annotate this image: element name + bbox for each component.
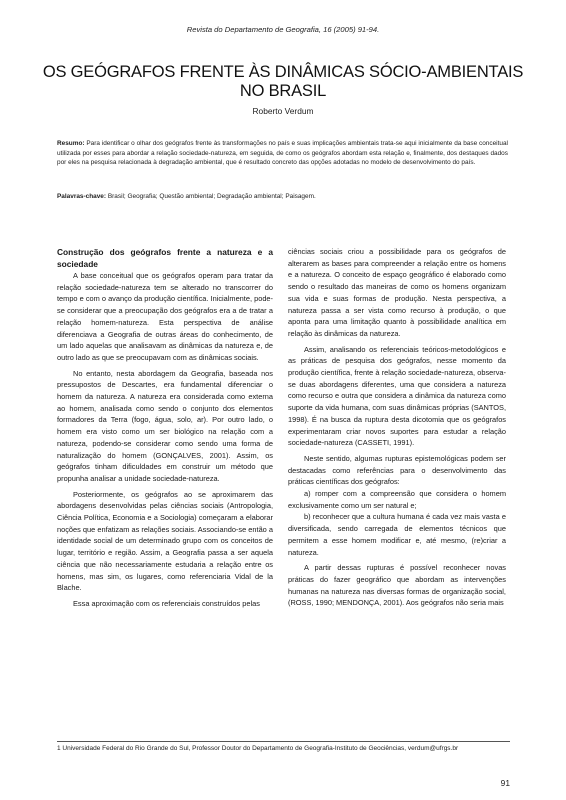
footnote-divider — [57, 741, 510, 742]
keywords — [57, 192, 508, 201]
paragraph: A partir dessas rupturas é possível reconhecer novas práticas do fazer geográfico que abordam as intervenções humanas na natureza nas diversas formas de organização social, (ROSS, 1990; MENDONÇA, 2001). Aos geógrafos não seria mais — [288, 563, 506, 608]
journal-header: Revista do Departamento de Geografia, 16 (2005) 91-94. — [186, 25, 380, 34]
paragraph: Assim, analisando os referenciais teóricos-metodológicos e as práticas de pesquisa dos geógrafos, nesse momento da produção científica, frente à relação sociedade-natureza, observa-se duas abordagens diferentes, uma que considera a natureza como recurso e outra que considera a dinâmica da natureza como suporte da vida humana, com suas dinâmicas próprias (SANTOS, 1998). É na busca da ruptura desta dicotomia que os geógrafos experimentaram criar novos suportes para estudar a relação sociedade-natureza (CASSETI, 1991). — [288, 344, 506, 448]
footnote: 1 Universidade Federal do Rio Grande do Sul, Professor Doutor do Departamento de Geografia-Instituto de Geociências, verdum@ufrgs.br — [57, 745, 459, 752]
abstract-text: Para identificar o olhar dos geógrafos frente às transformações no país e suas implicações ambientais trata-se aqui inicialmente da base conceitual utilizada por esses para abordar a relação sociedade-natureza, em seguida, de como os geógrafos abordam esta relação e, finalmente, dos destaques dados por eles na pesquisa relacionada à degradação ambiental, que é resultado concreto das opções adotadas no modelo de desenvolvimento do país. — [57, 140, 508, 167]
paragraph: No entanto, nesta abordagem da Geografia, baseada nos pressupostos de Descartes, era fundamental diferenciar o homem da natureza. A natureza era considerada como externa ao homem, analisada como sendo o conjunto dos elementos formadores da Terra (fogo, água, solo, ar). Por outro lado, o homem era visto como um ser biológico na relação com a natureza, podendo-se considerar como sendo uma forma de naturalização do homem (GONÇALVES, 2001). Assim, os geógrafos tinham dificuldades em construir um método que propunha analisar a unidade sociedade-natureza. — [57, 368, 273, 483]
paragraph: Neste sentido, algumas rupturas epistemológicas podem ser destacadas como referências para o desenvolvimento das práticas científicas dos geógrafos: — [288, 453, 506, 487]
right-column — [288, 246, 506, 609]
keywords-text: Brasil; Geografia; Questão ambiental; Degradação ambiental; Paisagem. — [107, 193, 316, 200]
keywords-label: Palavras-chave: — [57, 193, 107, 200]
list-item: b) reconhecer que a cultura humana é cada vez mais vasta e diversificada, sendo carregada de elementos técnicos que permitem a esse homem modificar e, até mesmo, (re)criar a natureza. — [288, 512, 506, 557]
paragraph: Posteriormente, os geógrafos ao se aproximarem das abordagens desenvolvidas pelas ciências sociais (Antropologia, Ciência Política, Economia e a Sociologia) começaram a elaborar noções que enfatizam as relações sociais. Associando-se então a identidade social de um determinado grupo com os conceitos de lugar, território e região. Assim, a Geografia passa a ser aquela ciência que não necessariamente estudaria a relação entre os homens, mas sim, os lugares, como referenciaria Vidal de la Blache. — [57, 489, 273, 593]
paragraph: A base conceitual que os geógrafos operam para tratar da relação sociedade-natureza tem se alterado no transcorrer do tempo e com o avanço da produção científica. Inicialmente, pode-se considerar que a preocupação dos geógrafos era a de tratar a relação homem-natureza. Esta perspectiva de análise diferenciava a Geografia de outras áreas do conhecimento, de um lado aquelas que analisavam as dinâmicas da natureza e, de outro lado as que se preocupavam com as dinâmicas sociais. — [57, 271, 273, 362]
paragraph: Essa aproximação com os referenciais construídos pelas — [73, 598, 260, 608]
abstract — [57, 139, 508, 168]
page-number: 91 — [500, 778, 510, 788]
article-title: OS GEÓGRAFOS FRENTE ÀS DINÂMICAS SÓCIO-AMBIENTAIS NO BRASIL — [42, 63, 524, 100]
section-title: Construção dos geógrafos frente a natureza e a sociedade — [57, 247, 273, 269]
paragraph: ciências sociais criou a possibilidade para os geógrafos de alterarem as bases para compreender a relação entre os homens e a natureza. O conceito de espaço geográfico é elaborado como sendo o resultado das maneiras de como os homens organizam sua vida e suas formas de produção. Nesta perspectiva, a natureza passa a ser vista como recurso à produção, o que aponta para uma limitação quanto à possibilidade analítica em relação às dinâmicas da natureza. — [288, 247, 506, 338]
abstract-label: Resumo: — [57, 140, 85, 147]
author-name: Roberto Verdum — [252, 106, 314, 116]
left-column — [57, 246, 273, 610]
list-item: a) romper com a compreensão que considera o homem exclusivamente como um ser natural e; — [288, 489, 506, 510]
